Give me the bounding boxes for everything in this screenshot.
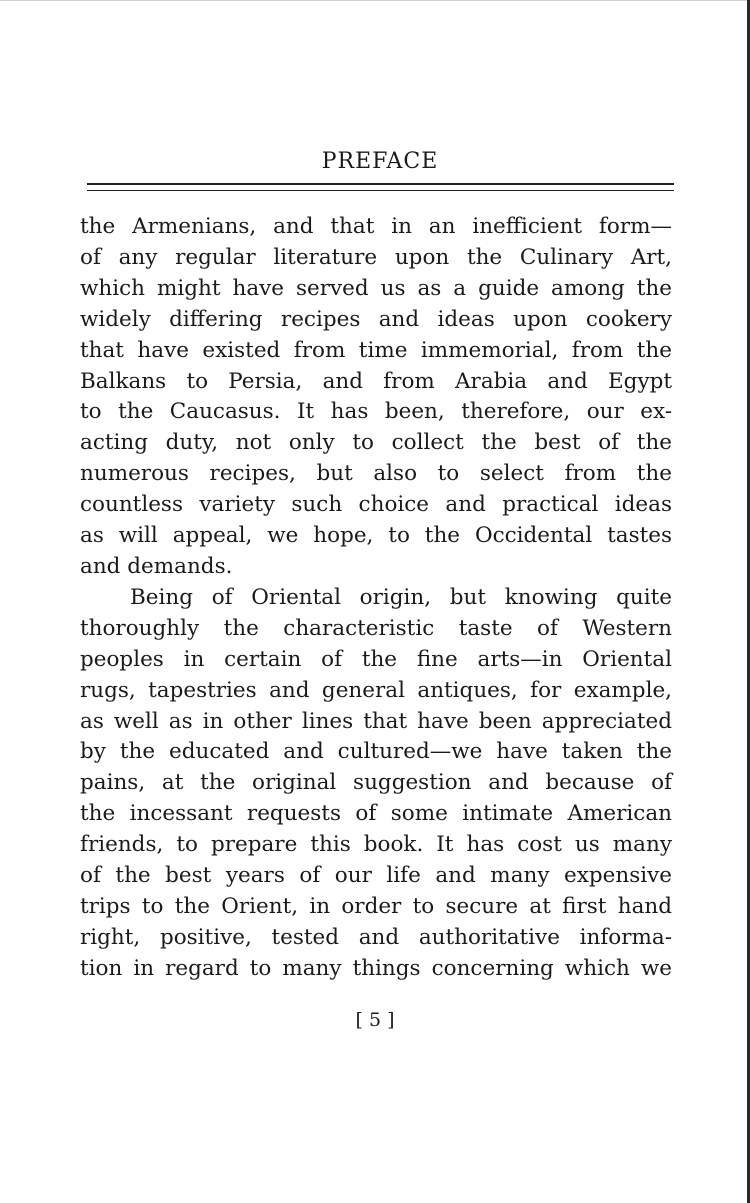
page-top-edge (0, 0, 750, 1)
head-rule-thick (87, 183, 674, 185)
text-line: widely differing recipes and ideas upon cookery (80, 306, 672, 332)
text-line: as will appeal, we hope, to the Occidental tastes (80, 523, 672, 549)
text-line: Balkans to Persia, and from Arabia and Egypt (80, 368, 672, 394)
text-line: trips to the Orient, in order to secure at first hand (80, 893, 672, 919)
paragraph-2 (80, 583, 672, 985)
text-line: of any regular literature upon the Culinary Art, (80, 244, 672, 270)
text-line: and demands. (80, 553, 233, 579)
text-line: acting duty, not only to collect the best of the (80, 430, 672, 456)
text-line: which might have served us as a guide among the (80, 275, 672, 301)
head-rule-thin (87, 190, 674, 191)
text-line: thoroughly the characteristic taste of Western (80, 615, 672, 641)
text-line: as well as in other lines that have been appreciated (80, 708, 672, 734)
text-line: Being of Oriental origin, but knowing quite (130, 584, 672, 610)
running-head: PREFACE (321, 149, 439, 174)
text-line: numerous recipes, but also to select from the (80, 461, 672, 487)
text-line: rugs, tapestries and general antiques, for example, (80, 677, 672, 703)
text-line: to the Caucasus. It has been, therefore, our ex- (80, 399, 672, 425)
text-line: tion in regard to many things concerning which we (80, 955, 672, 981)
text-line: of the best years of our life and many expensive (80, 863, 672, 889)
page-number: [ 5 ] (355, 1009, 395, 1031)
text-line: right, positive, tested and authoritative informa- (80, 924, 672, 950)
text-line: peoples in certain of the fine arts—in Oriental (80, 646, 672, 672)
text-line: by the educated and cultured—we have taken the (80, 739, 672, 765)
text-line: pains, at the original suggestion and because of (80, 770, 672, 796)
text-line: the Armenians, and that in an inefficient form— (80, 214, 672, 239)
body-text (80, 212, 672, 985)
text-line: friends, to prepare this book. It has cost us many (80, 832, 672, 858)
text-line: that have existed from time immemorial, from the (80, 337, 672, 363)
paragraph-1 (80, 212, 672, 583)
text-line: the incessant requests of some intimate American (80, 801, 672, 827)
text-line: countless variety such choice and practical ideas (80, 492, 672, 518)
